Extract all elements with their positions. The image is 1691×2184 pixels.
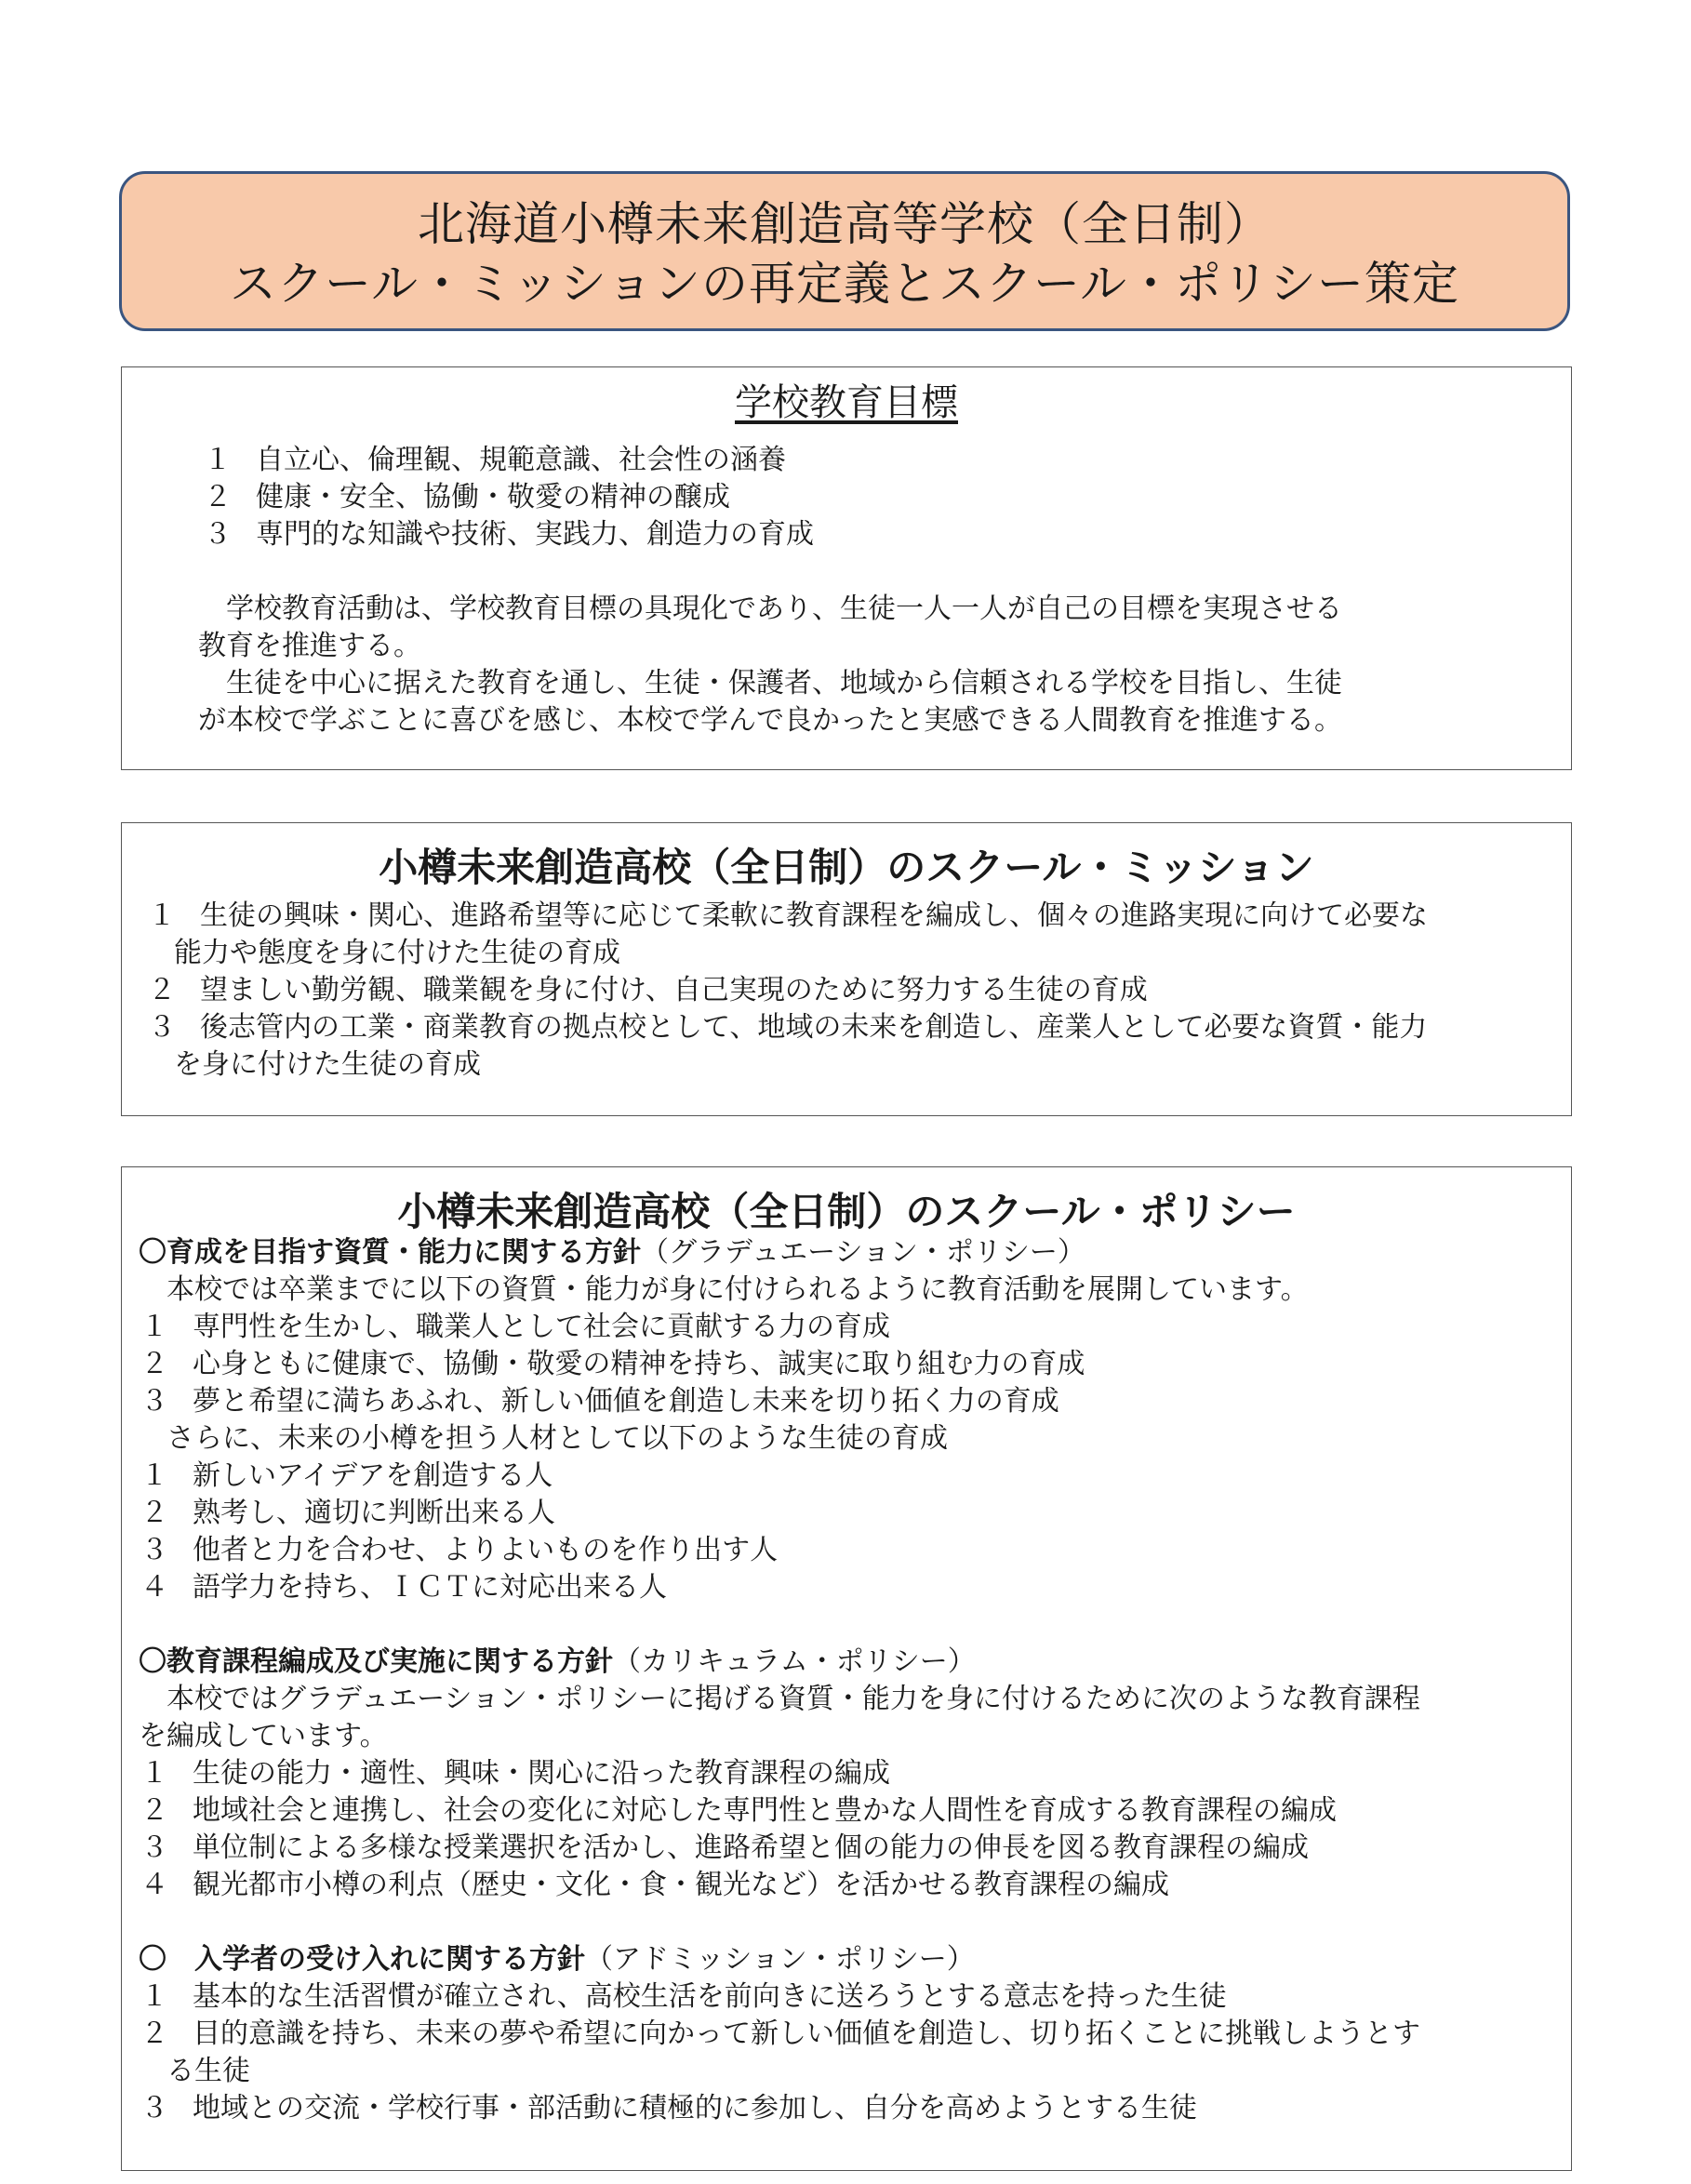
graduation-item: １ 専門性を生かし、職業人として社会に貢献する力の育成 [140, 1311, 890, 1343]
curriculum-intro-line-2: を編成しています。 [139, 1720, 388, 1752]
goal-item: ２ 健康・安全、協働・敬愛の精神の醸成 [204, 481, 730, 513]
admission-item: ２ 目的意識を持ち、未来の夢や希望に向かって新しい価値を創造し、切り拓くことに挑戦しようとす [140, 2018, 1420, 2050]
admission-policy-title: 〇 入学者の受け入れに関する方針（アドミッション・ポリシー） [139, 1943, 975, 1976]
graduation-item: ２ 心身ともに健康で、協働・敬愛の精神を持ち、誠実に取り組む力の育成 [140, 1348, 1085, 1380]
admission-item-cont: る生徒 [166, 2055, 250, 2087]
graduation-talent-item: ３ 他者と力を合わせ、よりよいものを作り出す人 [140, 1534, 779, 1566]
curriculum-item: ２ 地域社会と連携し、社会の変化に対応した専門性と豊かな人間性を育成する教育課程の編成 [140, 1794, 1337, 1827]
title-banner [119, 171, 1570, 331]
goals-paragraph-2-line-2: が本校で学ぶことに喜びを感じ、本校で学んで良かったと実感できる人間教育を推進する。 [198, 704, 1342, 737]
policy-heading: 小樽未来創造高校（全日制）のスクール・ポリシー [397, 1189, 1296, 1234]
curriculum-item: ４ 観光都市小樽の利点（歴史・文化・食・観光など）を活かせる教育課程の編成 [140, 1869, 1169, 1901]
goal-item: ３ 専門的な知識や技術、実践力、創造力の育成 [204, 518, 814, 551]
goals-paragraph-1-line-1: 学校教育活動は、学校教育目標の具現化であり、生徒一人一人が自己の目標を実現させる [226, 593, 1342, 625]
school-mission-section [121, 822, 1572, 1116]
graduation-intro: 本校では卒業までに以下の資質・能力が身に付けられるように教育活動を展開しています。 [166, 1273, 1309, 1306]
graduation-talent-item: ４ 語学力を持ち、ＩＣＴに対応出来る人 [140, 1571, 667, 1604]
curriculum-item: ３ 単位制による多様な授業選択を活かし、進路希望と個の能力の伸長を図る教育課程の編成 [140, 1831, 1309, 1864]
mission-item-cont: 能力や態度を身に付けた生徒の育成 [174, 937, 620, 969]
graduation-policy-title: 〇育成を目指す資質・能力に関する方針（グラデュエーション・ポリシー） [139, 1236, 1085, 1269]
curriculum-policy-title: 〇教育課程編成及び実施に関する方針（カリキュラム・ポリシー） [139, 1645, 976, 1678]
curriculum-item: １ 生徒の能力・適性、興味・関心に沿った教育課程の編成 [140, 1757, 890, 1790]
goals-heading: 学校教育目標 [735, 381, 958, 424]
mission-heading: 小樽未来創造高校（全日制）のスクール・ミッション [379, 845, 1314, 890]
graduation-talent-item: １ 新しいアイデアを創造する人 [140, 1459, 553, 1492]
school-policy-section [121, 1166, 1572, 2171]
mission-item: １ 生徒の興味・関心、進路希望等に応じて柔軟に教育課程を編成し、個々の進路実現に向けて必要な [148, 899, 1428, 932]
graduation-intro-2: さらに、未来の小樽を担う人材として以下のような生徒の育成 [166, 1422, 948, 1455]
graduation-item: ３ 夢と希望に満ちあふれ、新しい価値を創造し未来を切り拓く力の育成 [140, 1385, 1059, 1418]
mission-item: ２ 望ましい勤労観、職業観を身に付け、自己実現のために努力する生徒の育成 [148, 974, 1148, 1006]
title-line-2: スクール・ミッションの再定義とスクール・ポリシー策定 [230, 257, 1459, 311]
goals-paragraph-1-line-2: 教育を推進する。 [198, 630, 421, 662]
school-goals-section [121, 366, 1572, 770]
admission-item: ３ 地域との交流・学校行事・部活動に積極的に参加し、自分を高めようとする生徒 [140, 2092, 1197, 2124]
admission-item: １ 基本的な生活習慣が確立され、高校生活を前向きに送ろうとする意志を持った生徒 [140, 1980, 1227, 2013]
graduation-talent-item: ２ 熟考し、適切に判断出来る人 [140, 1497, 555, 1529]
mission-item-cont: を身に付けた生徒の育成 [174, 1048, 481, 1081]
title-line-1: 北海道小樽未来創造高等学校（全日制） [418, 197, 1272, 251]
curriculum-intro-line-1: 本校ではグラデュエーション・ポリシーに掲げる資質・能力を身に付けるために次のような教育課程 [166, 1683, 1420, 1715]
goal-item: １ 自立心、倫理観、規範意識、社会性の涵養 [204, 444, 786, 476]
goals-paragraph-2-line-1: 生徒を中心に据えた教育を通し、生徒・保護者、地域から信頼される学校を目指し、生徒 [226, 667, 1342, 699]
mission-item: ３ 後志管内の工業・商業教育の拠点校として、地域の未来を創造し、産業人として必要な資質・能力 [148, 1011, 1428, 1044]
